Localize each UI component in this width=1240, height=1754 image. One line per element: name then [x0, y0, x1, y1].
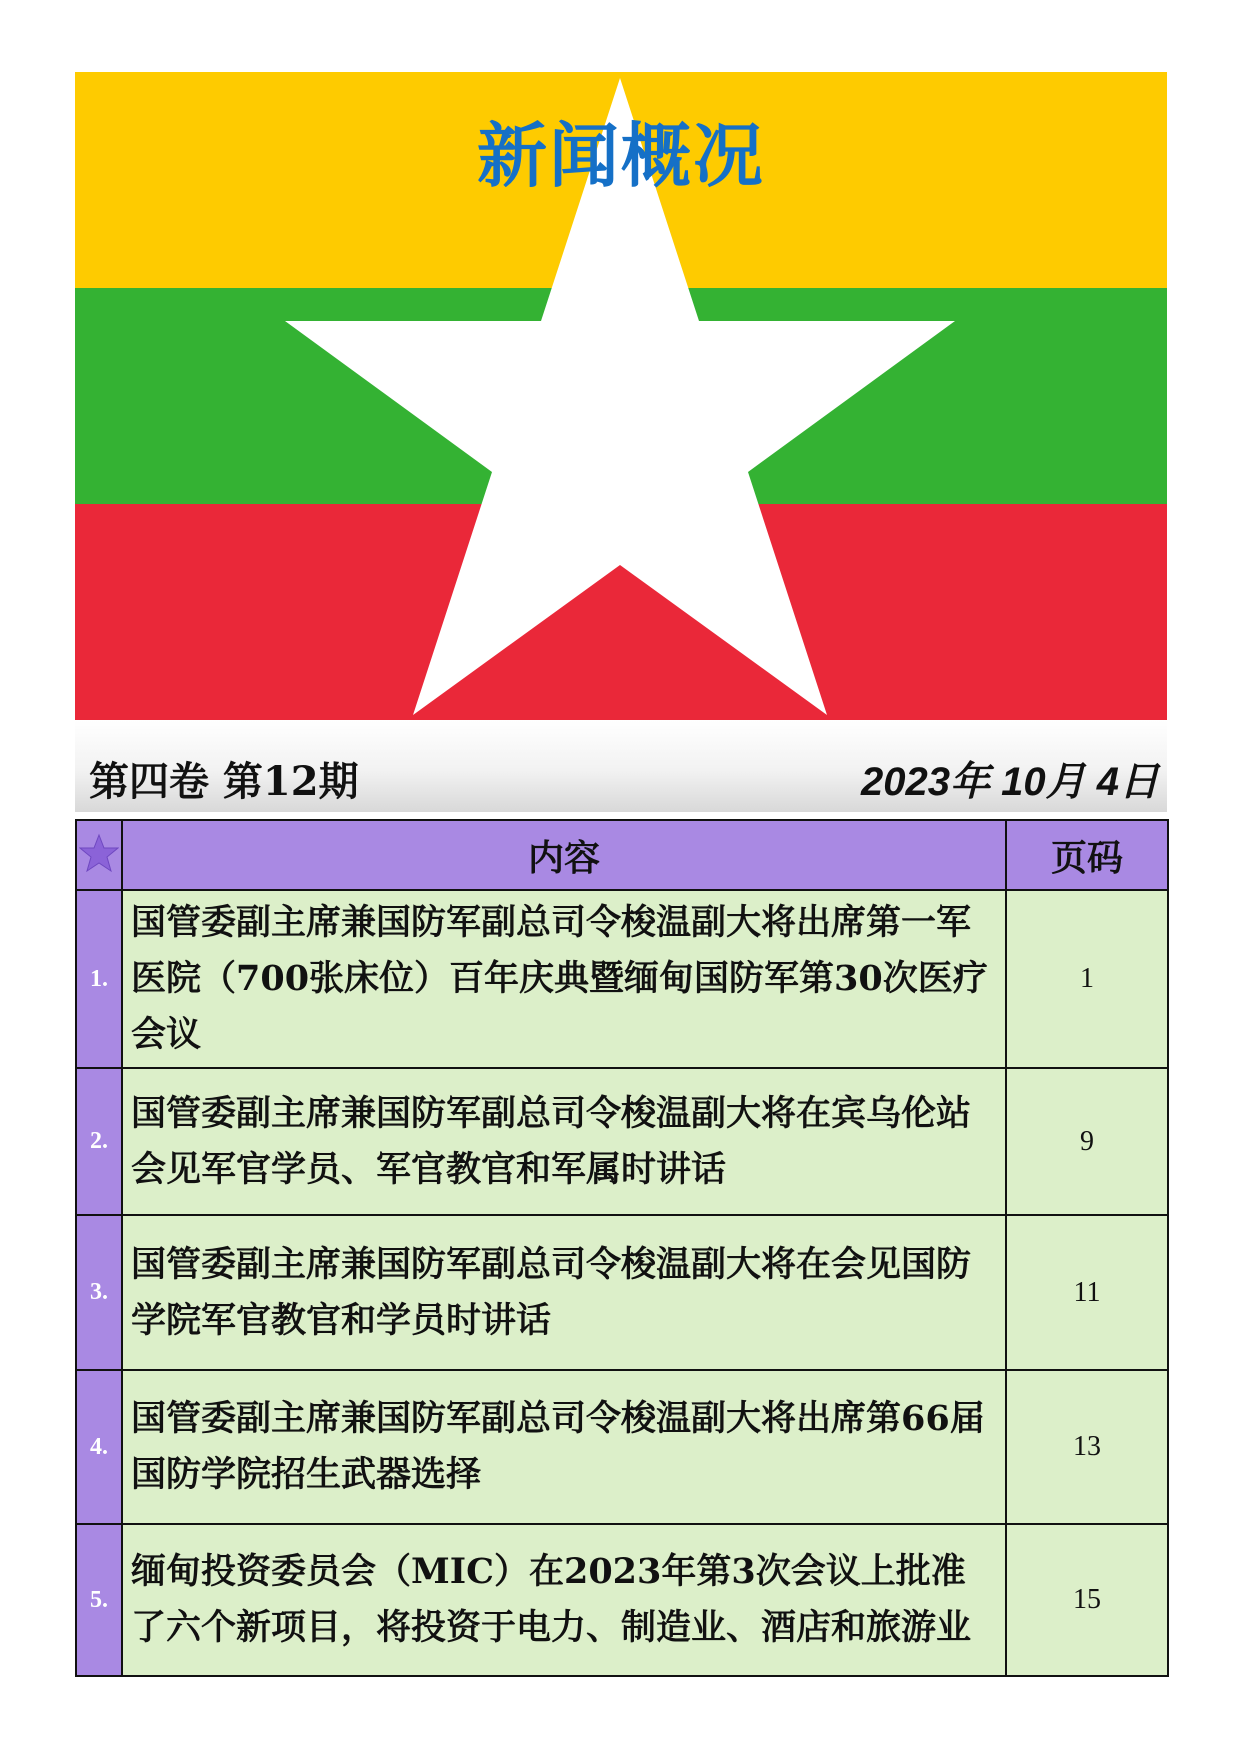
toc-row-title[interactable]: 国管委副主席兼国防军副总司令梭温副大将出席第一军医院（700张床位）百年庆典暨缅甸国防军第30次医疗会议 [122, 890, 1006, 1068]
toc-row-number: 3. [76, 1215, 122, 1370]
issue-date: 2023年 10月 4日 [861, 760, 1159, 804]
table-of-contents [75, 819, 1169, 1677]
toc-row[interactable] [76, 1370, 1168, 1524]
toc-header-row [76, 820, 1168, 890]
toc-header-star-cell [76, 820, 122, 890]
toc-header-page: 页码 [1006, 820, 1168, 890]
toc-row-title[interactable]: 国管委副主席兼国防军副总司令梭温副大将在宾乌伦站会见军官学员、军官教官和军属时讲话 [122, 1068, 1006, 1215]
toc-row-title[interactable]: 国管委副主席兼国防军副总司令梭温副大将在会见国防学院军官教官和学员时讲话 [122, 1215, 1006, 1370]
toc-row-page: 1 [1006, 890, 1168, 1068]
toc-row-title[interactable]: 国管委副主席兼国防军副总司令梭温副大将出席第66届国防学院招生武器选择 [122, 1370, 1006, 1524]
toc-row[interactable] [76, 1215, 1168, 1370]
toc-row-page: 11 [1006, 1215, 1168, 1370]
toc-row-page: 15 [1006, 1524, 1168, 1676]
star-icon [79, 833, 119, 873]
toc-row[interactable] [76, 1068, 1168, 1215]
toc-row-number: 4. [76, 1370, 122, 1524]
toc-row-number: 1. [76, 890, 122, 1068]
volume-issue: 第四卷 第12期 [89, 758, 359, 805]
issue-bar [75, 720, 1167, 812]
toc-row-page: 13 [1006, 1370, 1168, 1524]
myanmar-flag [75, 72, 1167, 720]
newsletter-title: 新闻概况 [477, 115, 765, 197]
toc-header-content: 内容 [122, 820, 1006, 890]
toc-row[interactable] [76, 1524, 1168, 1676]
toc-row-title[interactable]: 缅甸投资委员会（MIC）在2023年第3次会议上批准了六个新项目，将投资于电力、制造业、酒店和旅游业 [122, 1524, 1006, 1676]
toc-row-number: 5. [76, 1524, 122, 1676]
toc-row-page: 9 [1006, 1068, 1168, 1215]
toc-row[interactable] [76, 890, 1168, 1068]
toc-row-number: 2. [76, 1068, 122, 1215]
